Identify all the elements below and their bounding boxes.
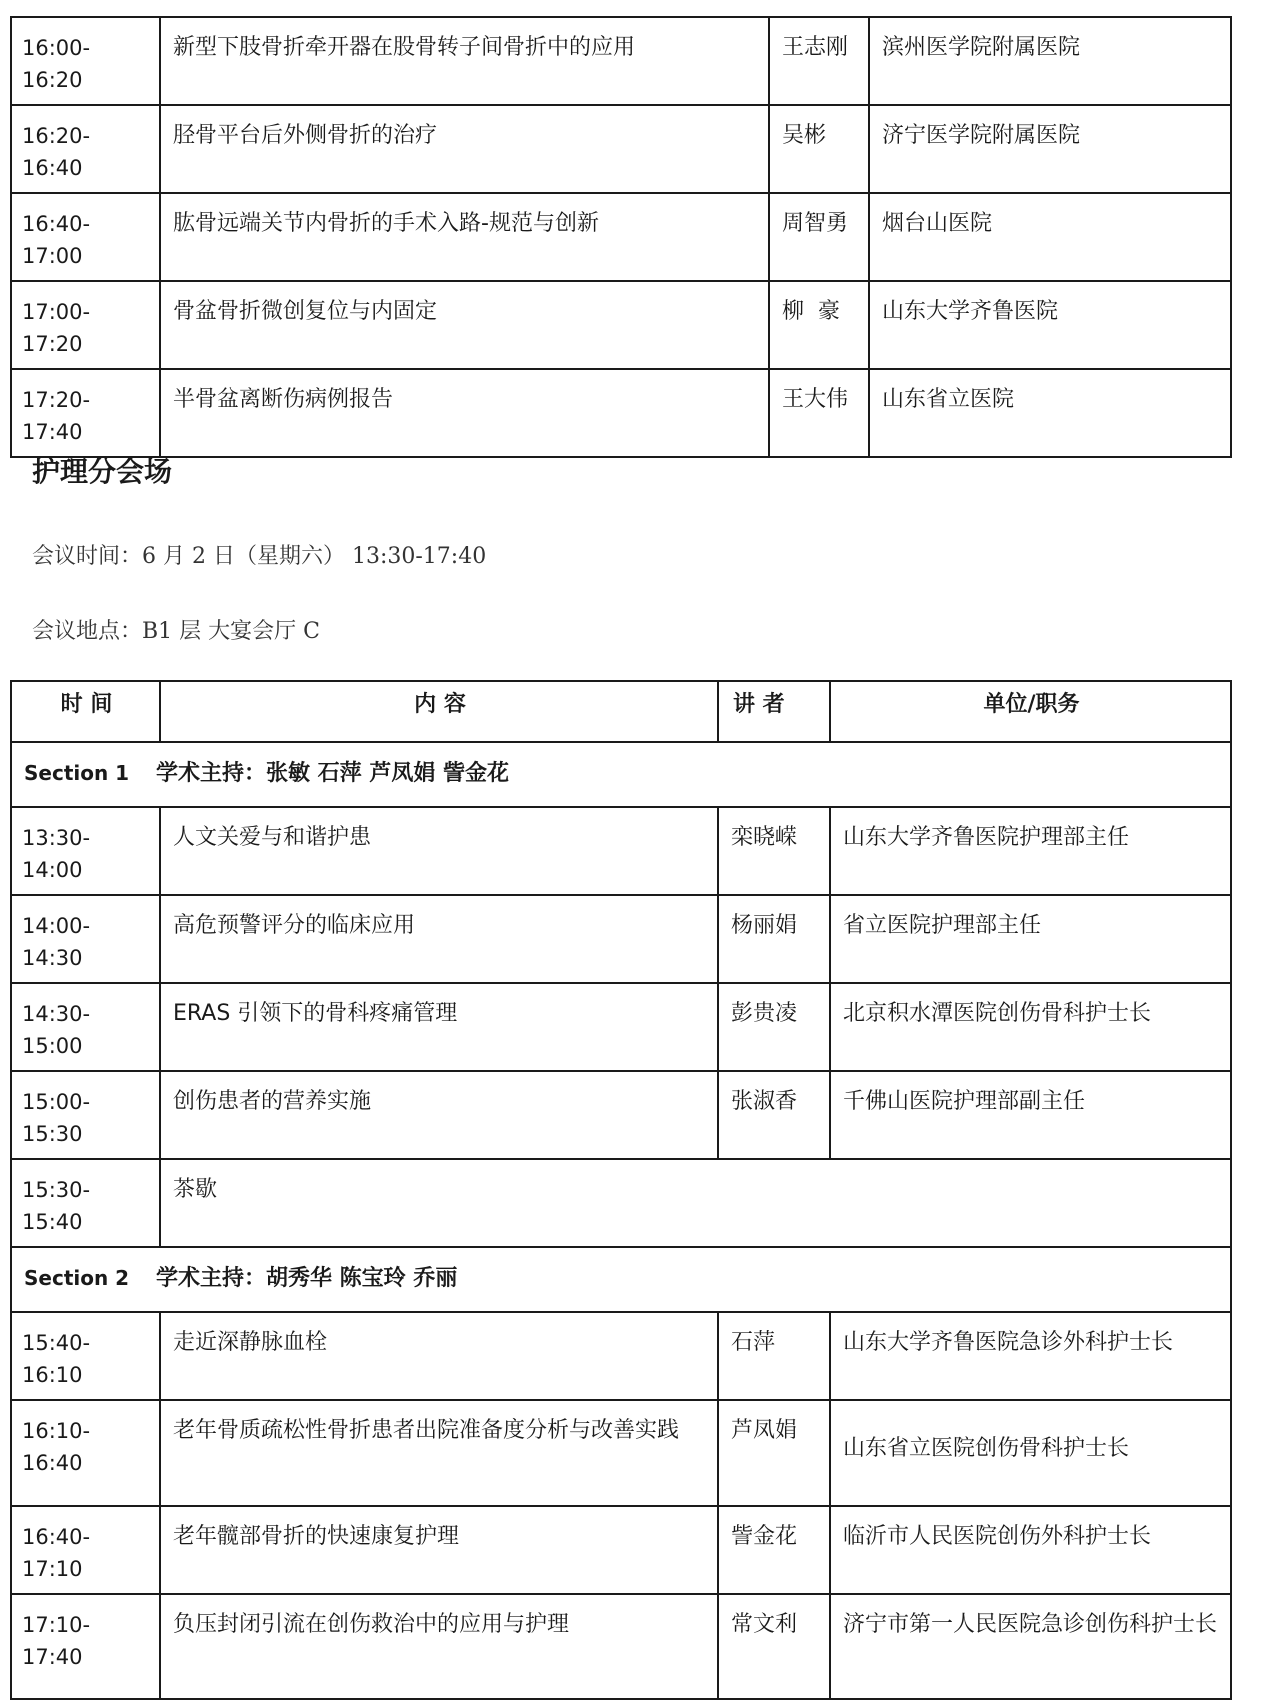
break-cell: 茶歇 bbox=[160, 1159, 1231, 1247]
section-row bbox=[11, 742, 1231, 807]
unit-cell: 烟台山医院 bbox=[869, 193, 1231, 281]
speaker-cell: 栾晓嵘 bbox=[718, 807, 830, 895]
unit-cell: 山东大学齐鲁医院急诊外科护士长 bbox=[830, 1312, 1231, 1400]
table-row bbox=[11, 895, 1231, 983]
table-row bbox=[11, 983, 1231, 1071]
speaker-cell: 王大伟 bbox=[769, 369, 869, 457]
content-cell: 老年髋部骨折的快速康复护理 bbox=[160, 1506, 718, 1594]
content-cell: 创伤患者的营养实施 bbox=[160, 1071, 718, 1159]
table-row bbox=[11, 1506, 1231, 1594]
time-cell: 15:30-15:40 bbox=[11, 1159, 160, 1247]
content-cell: 半骨盆离断伤病例报告 bbox=[160, 369, 769, 457]
header-speaker: 讲 者 bbox=[718, 681, 830, 742]
table-header-row bbox=[11, 681, 1231, 742]
section-row bbox=[11, 1247, 1231, 1312]
break-row bbox=[11, 1159, 1231, 1247]
unit-cell: 北京积水潭医院创伤骨科护士长 bbox=[830, 983, 1231, 1071]
unit-cell: 山东大学齐鲁医院 bbox=[869, 281, 1231, 369]
content-cell: 新型下肢骨折牵开器在股骨转子间骨折中的应用 bbox=[160, 17, 769, 105]
content-cell: ERAS 引领下的骨科疼痛管理 bbox=[160, 983, 718, 1071]
content-cell: 高危预警评分的临床应用 bbox=[160, 895, 718, 983]
time-cell: 17:10-17:40 bbox=[11, 1594, 160, 1699]
time-cell: 15:40-16:10 bbox=[11, 1312, 160, 1400]
meeting-time: 会议时间：6 月 2 日（星期六） 13:30-17:40 bbox=[32, 544, 487, 569]
table-row bbox=[11, 1071, 1231, 1159]
session-title: 护理分会场 bbox=[32, 455, 173, 488]
time-cell: 16:40-17:00 bbox=[11, 193, 160, 281]
speaker-cell: 石萍 bbox=[718, 1312, 830, 1400]
time-cell: 16:00-16:20 bbox=[11, 17, 160, 105]
top-schedule-table bbox=[10, 16, 1232, 458]
speaker-cell: 吴彬 bbox=[769, 105, 869, 193]
content-cell: 走近深静脉血栓 bbox=[160, 1312, 718, 1400]
section-label: Section 1 bbox=[24, 761, 130, 785]
time-cell: 17:00-17:20 bbox=[11, 281, 160, 369]
section-cell bbox=[11, 1247, 1231, 1312]
speaker-cell: 张淑香 bbox=[718, 1071, 830, 1159]
content-cell: 肱骨远端关节内骨折的手术入路-规范与创新 bbox=[160, 193, 769, 281]
time-cell: 14:00-14:30 bbox=[11, 895, 160, 983]
unit-cell: 千佛山医院护理部副主任 bbox=[830, 1071, 1231, 1159]
content-cell: 负压封闭引流在创伤救治中的应用与护理 bbox=[160, 1594, 718, 1699]
table-row bbox=[11, 369, 1231, 457]
time-cell: 13:30-14:00 bbox=[11, 807, 160, 895]
section-host: 学术主持：张敏 石萍 芦凤娟 訾金花 bbox=[156, 761, 509, 786]
unit-cell: 山东大学齐鲁医院护理部主任 bbox=[830, 807, 1231, 895]
header-unit: 单位/职务 bbox=[830, 681, 1231, 742]
content-cell: 胫骨平台后外侧骨折的治疗 bbox=[160, 105, 769, 193]
header-content: 内 容 bbox=[160, 681, 718, 742]
speaker-cell: 周智勇 bbox=[769, 193, 869, 281]
unit-cell: 临沂市人民医院创伤外科护士长 bbox=[830, 1506, 1231, 1594]
content-cell: 老年骨质疏松性骨折患者出院准备度分析与改善实践 bbox=[160, 1400, 718, 1506]
unit-cell: 山东省立医院创伤骨科护士长 bbox=[830, 1400, 1231, 1506]
unit-cell: 山东省立医院 bbox=[869, 369, 1231, 457]
nursing-schedule-table bbox=[10, 680, 1232, 1700]
speaker-cell: 訾金花 bbox=[718, 1506, 830, 1594]
time-cell: 14:30-15:00 bbox=[11, 983, 160, 1071]
speaker-cell: 杨丽娟 bbox=[718, 895, 830, 983]
time-cell: 16:40-17:10 bbox=[11, 1506, 160, 1594]
section-cell bbox=[11, 742, 1231, 807]
content-cell: 人文关爱与和谐护患 bbox=[160, 807, 718, 895]
header-time: 时 间 bbox=[11, 681, 160, 742]
speaker-cell: 常文利 bbox=[718, 1594, 830, 1699]
table-row bbox=[11, 807, 1231, 895]
section-host: 学术主持：胡秀华 陈宝玲 乔丽 bbox=[156, 1266, 458, 1291]
time-cell: 16:10-16:40 bbox=[11, 1400, 160, 1506]
time-cell: 16:20-16:40 bbox=[11, 105, 160, 193]
table-row bbox=[11, 193, 1231, 281]
table-row bbox=[11, 1594, 1231, 1699]
content-cell: 骨盆骨折微创复位与内固定 bbox=[160, 281, 769, 369]
section-label: Section 2 bbox=[24, 1266, 130, 1290]
unit-cell: 济宁市第一人民医院急诊创伤科护士长 bbox=[830, 1594, 1231, 1699]
table-row bbox=[11, 281, 1231, 369]
table-row bbox=[11, 17, 1231, 105]
unit-cell: 滨州医学院附属医院 bbox=[869, 17, 1231, 105]
table-row bbox=[11, 1400, 1231, 1506]
table-row bbox=[11, 105, 1231, 193]
unit-cell: 省立医院护理部主任 bbox=[830, 895, 1231, 983]
unit-cell: 济宁医学院附属医院 bbox=[869, 105, 1231, 193]
speaker-cell: 彭贵凌 bbox=[718, 983, 830, 1071]
table-row bbox=[11, 1312, 1231, 1400]
time-cell: 15:00-15:30 bbox=[11, 1071, 160, 1159]
speaker-cell: 柳 豪 bbox=[769, 281, 869, 369]
time-cell: 17:20-17:40 bbox=[11, 369, 160, 457]
meeting-place: 会议地点：B1 层 大宴会厅 C bbox=[32, 619, 320, 644]
speaker-cell: 芦凤娟 bbox=[718, 1400, 830, 1506]
speaker-cell: 王志刚 bbox=[769, 17, 869, 105]
